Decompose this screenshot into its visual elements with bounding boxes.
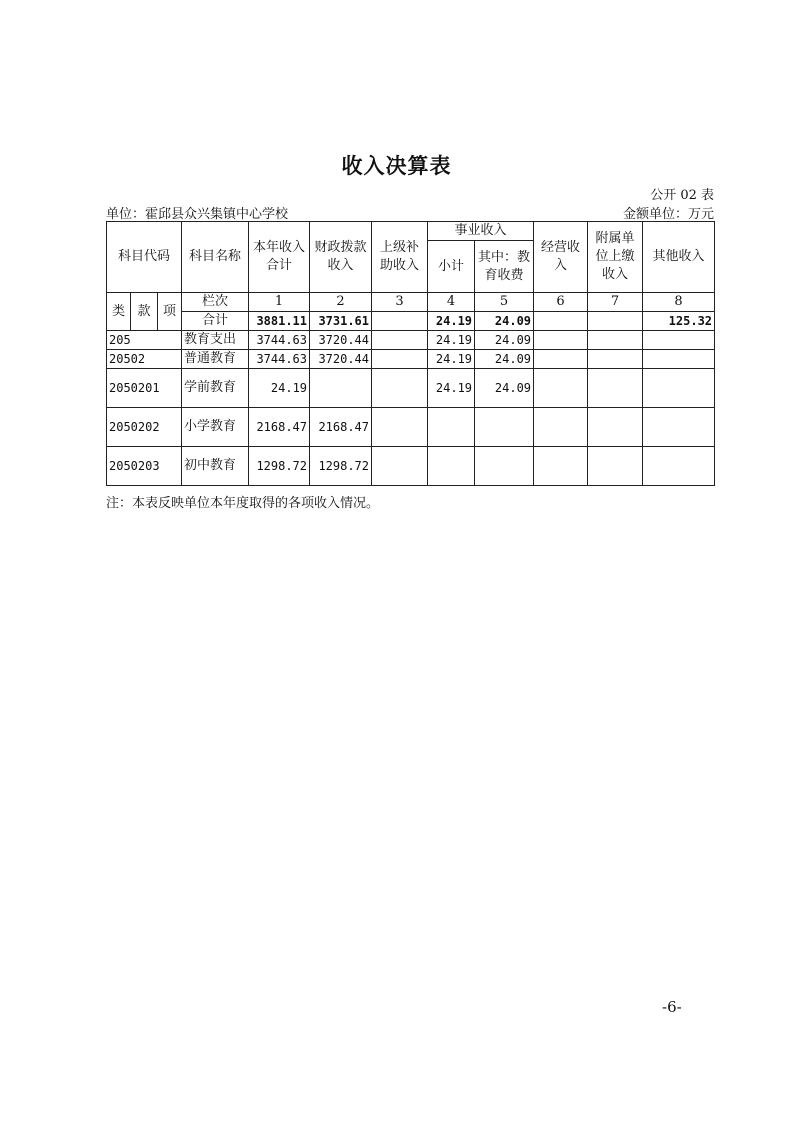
header-other: 其他收入	[643, 222, 715, 293]
row-operating	[534, 331, 588, 350]
total-row	[107, 312, 715, 331]
row-other	[643, 350, 715, 369]
row-edu-fee: 24.09	[475, 350, 534, 369]
col-number: 3	[372, 293, 428, 312]
row-edu-fee: 24.09	[475, 369, 534, 408]
row-affiliate	[588, 331, 643, 350]
row-total: 3744.63	[249, 331, 310, 350]
row-operating	[534, 408, 588, 447]
row-subtotal: 24.19	[428, 350, 475, 369]
header-name: 科目名称	[182, 222, 249, 293]
total-other: 125.32	[643, 312, 715, 331]
table-row	[107, 331, 715, 350]
header-col-no: 栏次	[182, 293, 249, 312]
row-subsidy	[372, 408, 428, 447]
total-subsidy	[372, 312, 428, 331]
amount-unit: 金额单位：万元	[622, 207, 714, 222]
row-fiscal: 1298.72	[310, 447, 372, 486]
total-label: 合计	[182, 312, 249, 331]
header-fiscal: 财政拨款收入	[310, 222, 372, 293]
header-subtotal: 小计	[428, 241, 475, 293]
row-operating	[534, 369, 588, 408]
row-edu-fee	[475, 447, 534, 486]
row-fiscal: 3720.44	[310, 350, 372, 369]
table-note: 注：本表反映单位本年度取得的各项收入情况。	[106, 496, 380, 511]
header-lei: 类	[107, 293, 131, 331]
row-subsidy	[372, 369, 428, 408]
total-edu-fee: 24.09	[475, 312, 534, 331]
row-operating	[534, 350, 588, 369]
row-fiscal	[310, 369, 372, 408]
form-number: 公开 02 表	[650, 188, 714, 203]
header-code: 科目代码	[107, 222, 182, 293]
row-other	[643, 408, 715, 447]
row-subtotal	[428, 408, 475, 447]
col-number: 8	[643, 293, 715, 312]
row-fiscal: 2168.47	[310, 408, 372, 447]
row-subtotal: 24.19	[428, 331, 475, 350]
total-operating	[534, 312, 588, 331]
col-number: 1	[249, 293, 310, 312]
unit-label: 单位：霍邱县众兴集镇中心学校	[106, 207, 289, 222]
row-affiliate	[588, 350, 643, 369]
row-subsidy	[372, 447, 428, 486]
table-row	[107, 369, 715, 408]
header-affiliate: 附属单位上缴收入	[588, 222, 643, 293]
row-name: 初中教育	[182, 447, 249, 486]
col-number: 2	[310, 293, 372, 312]
row-name: 小学教育	[182, 408, 249, 447]
row-edu-fee	[475, 408, 534, 447]
header-subsidy: 上级补助收入	[372, 222, 428, 293]
col-number: 6	[534, 293, 588, 312]
row-other	[643, 369, 715, 408]
row-name: 学前教育	[182, 369, 249, 408]
row-code: 2050202	[107, 408, 182, 447]
row-subsidy	[372, 350, 428, 369]
col-number-row	[107, 293, 715, 312]
total-subtotal: 24.19	[428, 312, 475, 331]
row-code: 2050203	[107, 447, 182, 486]
row-operating	[534, 447, 588, 486]
header-edu-fee: 其中：教育收费	[475, 241, 534, 293]
row-code: 205	[107, 331, 182, 350]
col-number: 4	[428, 293, 475, 312]
row-name: 教育支出	[182, 331, 249, 350]
header-kuan: 款	[131, 293, 158, 331]
table-row	[107, 350, 715, 369]
row-total: 24.19	[249, 369, 310, 408]
income-table	[106, 221, 715, 486]
header-xiang: 项	[158, 293, 182, 331]
header-business: 事业收入	[428, 222, 534, 241]
header-operating: 经营收入	[534, 222, 588, 293]
total-fiscal: 3731.61	[310, 312, 372, 331]
row-name: 普通教育	[182, 350, 249, 369]
total-affiliate	[588, 312, 643, 331]
unit-line	[106, 203, 714, 222]
row-total: 3744.63	[249, 350, 310, 369]
row-fiscal: 3720.44	[310, 331, 372, 350]
row-subsidy	[372, 331, 428, 350]
row-code: 20502	[107, 350, 182, 369]
col-number: 5	[475, 293, 534, 312]
row-other	[643, 447, 715, 486]
row-affiliate	[588, 408, 643, 447]
header-total: 本年收入合计	[249, 222, 310, 293]
row-subtotal: 24.19	[428, 369, 475, 408]
row-code: 2050201	[107, 369, 182, 408]
row-total: 2168.47	[249, 408, 310, 447]
table-row	[107, 408, 715, 447]
row-affiliate	[588, 447, 643, 486]
header-row-1	[107, 222, 715, 241]
table-row	[107, 447, 715, 486]
total-total: 3881.11	[249, 312, 310, 331]
row-edu-fee: 24.09	[475, 331, 534, 350]
row-other	[643, 331, 715, 350]
row-affiliate	[588, 369, 643, 408]
page-title: 收入决算表	[341, 154, 452, 178]
row-subtotal	[428, 447, 475, 486]
col-number: 7	[588, 293, 643, 312]
page-number: -6-	[662, 998, 682, 1016]
row-total: 1298.72	[249, 447, 310, 486]
